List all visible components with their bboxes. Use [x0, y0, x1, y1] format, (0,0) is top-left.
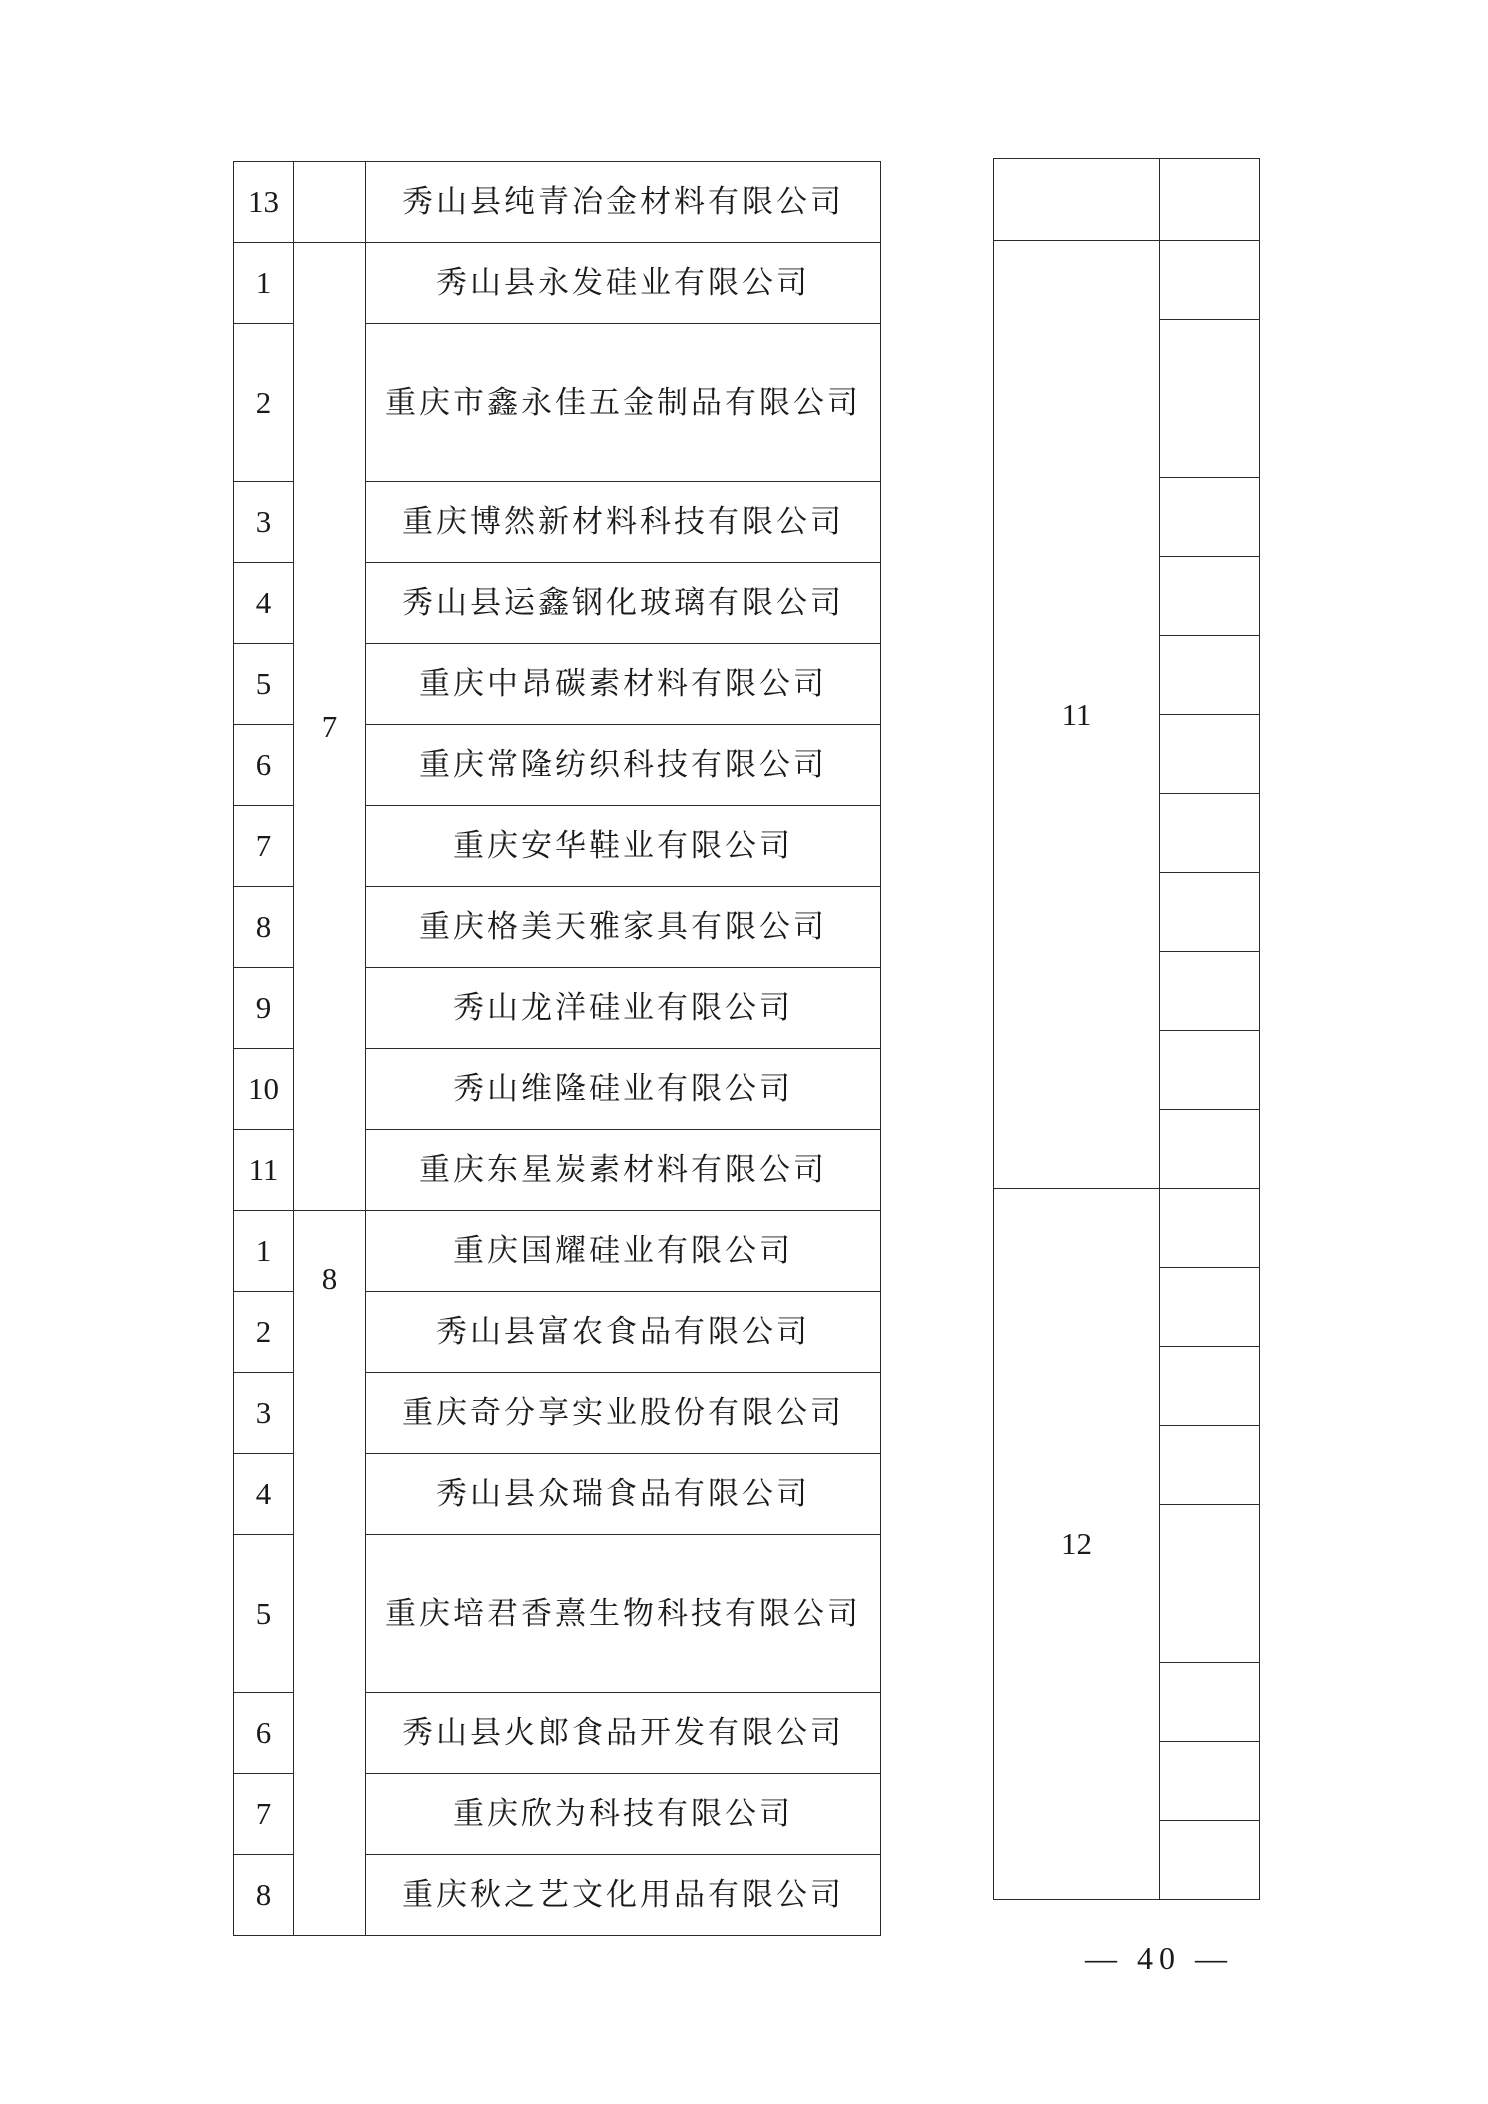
table-row	[994, 241, 1260, 320]
company-name: 秀山县火郎食品开发有限公司	[366, 1693, 881, 1774]
empty-cell	[1160, 1742, 1260, 1821]
row-index: 5	[234, 1535, 294, 1693]
company-name: 秀山县纯青冶金材料有限公司	[366, 162, 881, 243]
table-row	[234, 243, 881, 324]
row-index: 8	[234, 887, 294, 968]
company-name: 秀山县富农食品有限公司	[366, 1292, 881, 1373]
company-name: 重庆欣为科技有限公司	[366, 1774, 881, 1855]
row-index: 8	[234, 1855, 294, 1936]
empty-cell	[1160, 1268, 1260, 1347]
empty-cell	[1160, 794, 1260, 873]
empty-cell	[1160, 1031, 1260, 1110]
company-name: 重庆格美天雅家具有限公司	[366, 887, 881, 968]
company-name: 重庆安华鞋业有限公司	[366, 806, 881, 887]
group-number: 8	[294, 1211, 366, 1936]
row-index: 9	[234, 968, 294, 1049]
empty-cell	[1160, 1663, 1260, 1742]
company-name: 秀山维隆硅业有限公司	[366, 1049, 881, 1130]
row-index: 4	[234, 563, 294, 644]
row-index: 7	[234, 806, 294, 887]
right-group-number: 12	[994, 1189, 1160, 1900]
row-index: 6	[234, 725, 294, 806]
row-index: 7	[234, 1774, 294, 1855]
empty-cell	[1160, 478, 1260, 557]
empty-cell	[1160, 636, 1260, 715]
empty-cell	[1160, 873, 1260, 952]
company-name: 秀山县运鑫钢化玻璃有限公司	[366, 563, 881, 644]
empty-cell	[1160, 1505, 1260, 1663]
row-index: 11	[234, 1130, 294, 1211]
row-index: 1	[234, 1211, 294, 1292]
table-row	[234, 162, 881, 243]
company-name: 重庆国耀硅业有限公司	[366, 1211, 881, 1292]
right-summary-table	[993, 158, 1260, 1900]
row-index: 6	[234, 1693, 294, 1774]
empty-cell	[1160, 1347, 1260, 1426]
empty-cell	[1160, 1189, 1260, 1268]
empty-cell	[994, 159, 1160, 241]
empty-cell	[1160, 320, 1260, 478]
row-index: 2	[234, 1292, 294, 1373]
row-index: 1	[234, 243, 294, 324]
row-index: 2	[234, 324, 294, 482]
table-row	[994, 1189, 1260, 1268]
row-index: 3	[234, 482, 294, 563]
company-name: 重庆奇分享实业股份有限公司	[366, 1373, 881, 1454]
company-name: 秀山龙洋硅业有限公司	[366, 968, 881, 1049]
company-name: 秀山县众瑞食品有限公司	[366, 1454, 881, 1535]
company-list-table	[233, 161, 881, 1936]
company-name: 重庆中昂碳素材料有限公司	[366, 644, 881, 725]
page-number: — 40 —	[1085, 1940, 1233, 1976]
right-group-number: 11	[994, 241, 1160, 1189]
empty-cell	[1160, 557, 1260, 636]
company-name: 重庆市鑫永佳五金制品有限公司	[366, 324, 881, 482]
company-name: 重庆常隆纺织科技有限公司	[366, 725, 881, 806]
company-name: 重庆培君香熹生物科技有限公司	[366, 1535, 881, 1693]
row-index: 10	[234, 1049, 294, 1130]
company-name: 重庆秋之艺文化用品有限公司	[366, 1855, 881, 1936]
group-number: 7	[294, 243, 366, 1211]
empty-cell	[1160, 715, 1260, 794]
company-name: 重庆东星炭素材料有限公司	[366, 1130, 881, 1211]
row-index: 5	[234, 644, 294, 725]
empty-cell	[1160, 159, 1260, 241]
row-index: 13	[234, 162, 294, 243]
table-row	[234, 1211, 881, 1292]
table-row	[994, 159, 1260, 241]
empty-cell	[1160, 952, 1260, 1031]
empty-cell	[1160, 1821, 1260, 1900]
empty-cell	[1160, 1426, 1260, 1505]
company-name: 秀山县永发硅业有限公司	[366, 243, 881, 324]
company-name: 重庆博然新材料科技有限公司	[366, 482, 881, 563]
empty-cell	[1160, 241, 1260, 320]
group-cell-empty	[294, 162, 366, 243]
empty-cell	[1160, 1110, 1260, 1189]
row-index: 3	[234, 1373, 294, 1454]
row-index: 4	[234, 1454, 294, 1535]
